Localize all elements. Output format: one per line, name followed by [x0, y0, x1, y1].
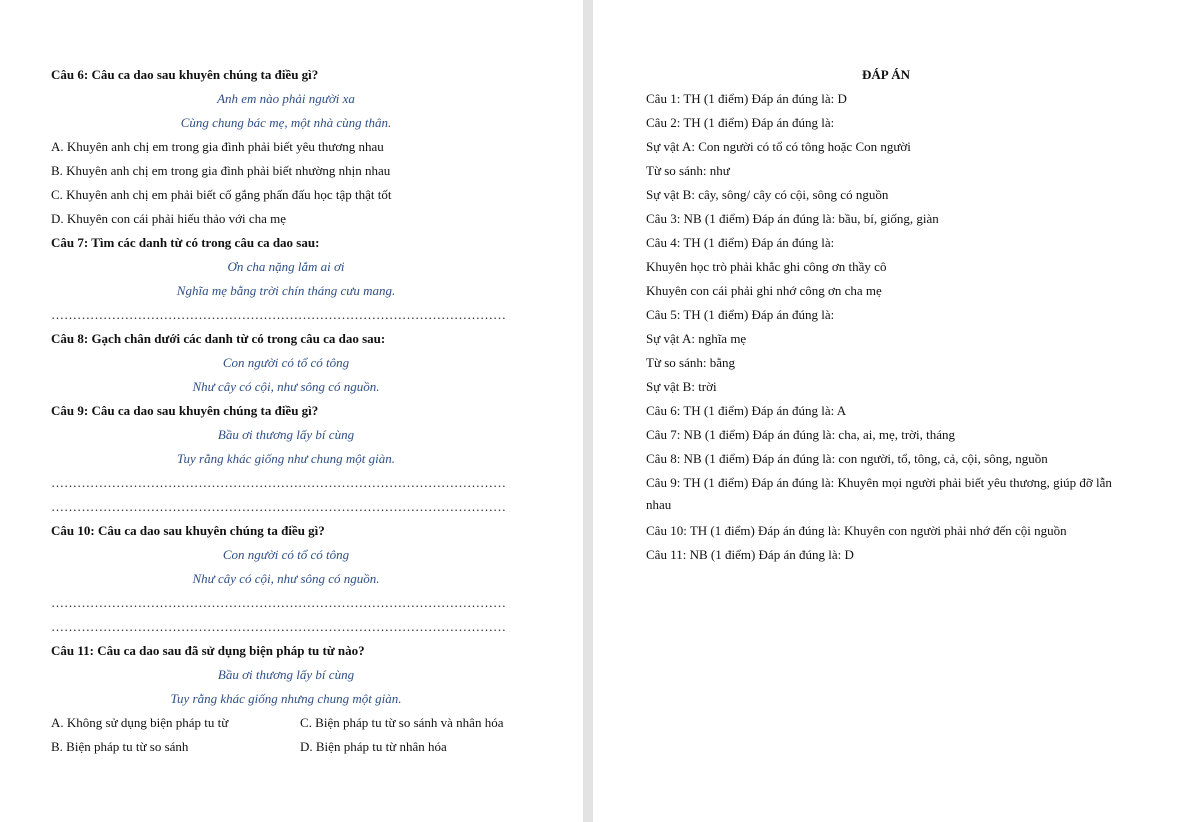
verse-line: Con người có tổ có tông — [222, 547, 350, 562]
verse-line: Bầu ơi thương lấy bí cùng — [217, 667, 355, 682]
answer-dotted-line: …………………………………………………………………………………………… — [51, 499, 506, 514]
question-7: Câu 7: Tìm các danh từ có trong câu ca dao sau: — [51, 235, 320, 250]
answer-line: Sự vật A: nghĩa mẹ — [646, 331, 747, 346]
answer-line: Sự vật B: trời — [646, 379, 717, 394]
answer-line: Câu 3: NB (1 điểm) Đáp án đúng là: bầu, bí, giống, giàn — [646, 211, 939, 226]
answer-key-section — [646, 66, 1126, 570]
verse-line: Cùng chung bác mẹ, một nhà cùng thân. — [180, 115, 392, 130]
answer-line: Khuyên con cái phải ghi nhớ công ơn cha mẹ — [646, 283, 882, 298]
question-10: Câu 10: Câu ca dao sau khuyên chúng ta điều gì? — [51, 523, 325, 538]
answer-line: Sự vật A: Con người có tổ có tông hoặc Con người — [646, 139, 911, 154]
answer-line: Câu 4: TH (1 điểm) Đáp án đúng là: — [646, 235, 835, 250]
answer-line: Câu 6: TH (1 điểm) Đáp án đúng là: A — [646, 403, 847, 418]
answer-key-title: ĐÁP ÁN — [861, 67, 911, 82]
answer-line: Câu 7: NB (1 điểm) Đáp án đúng là: cha, ai, mẹ, trời, tháng — [646, 427, 956, 442]
verse-line: Như cây có cội, như sông có nguồn. — [192, 379, 380, 394]
option-a: A. Khuyên anh chị em trong gia đình phải biết yêu thương nhau — [51, 139, 384, 154]
verse-line: Tuy rằng khác giống như chung một giàn. — [177, 451, 395, 466]
answer-line: Câu 11: NB (1 điểm) Đáp án đúng là: D — [646, 547, 854, 562]
question-11: Câu 11: Câu ca dao sau đã sử dụng biện pháp tu từ nào? — [51, 643, 365, 658]
page-right — [593, 0, 1177, 822]
options-row — [51, 738, 521, 762]
options-row — [51, 714, 521, 738]
option-a: A. Không sử dụng biện pháp tu từ — [51, 715, 229, 730]
answer-line: Câu 5: TH (1 điểm) Đáp án đúng là: — [646, 307, 835, 322]
question-9: Câu 9: Câu ca dao sau khuyên chúng ta điều gì? — [51, 403, 319, 418]
answer-line: Câu 9: TH (1 điểm) Đáp án đúng là: Khuyên mọi người phải biết yêu thương, giúp đỡ lẫn nhau — [646, 475, 1112, 512]
answer-dotted-line: …………………………………………………………………………………………… — [51, 619, 506, 634]
questions-section — [51, 66, 521, 762]
question-6: Câu 6: Câu ca dao sau khuyên chúng ta điều gì? — [51, 67, 319, 82]
question-8: Câu 8: Gạch chân dưới các danh từ có trong câu ca dao sau: — [51, 331, 386, 346]
answer-line: Sự vật B: cây, sông/ cây có cội, sông có nguồn — [646, 187, 889, 202]
verse-line: Nghĩa mẹ bằng trời chín tháng cưu mang. — [176, 283, 396, 298]
option-c: C. Biện pháp tu từ so sánh và nhân hóa — [300, 715, 504, 730]
answer-dotted-line: …………………………………………………………………………………………… — [51, 595, 506, 610]
answer-line: Câu 1: TH (1 điểm) Đáp án đúng là: D — [646, 91, 847, 106]
answer-line: Câu 10: TH (1 điểm) Đáp án đúng là: Khuyên con người phải nhớ đến cội nguồn — [646, 523, 1067, 538]
answer-line: Từ so sánh: bằng — [646, 355, 736, 370]
verse-line: Bầu ơi thương lấy bí cùng — [217, 427, 355, 442]
answer-line: Câu 8: NB (1 điểm) Đáp án đúng là: con người, tổ, tông, cả, cội, sông, nguồn — [646, 451, 1048, 466]
answer-line: Khuyên học trò phải khắc ghi công ơn thầy cô — [646, 259, 887, 274]
verse-line: Tuy rằng khác giống nhưng chung một giàn. — [170, 691, 402, 706]
option-c: C. Khuyên anh chị em phải biết cố gắng phấn đấu học tập thật tốt — [51, 187, 392, 202]
answer-dotted-line: …………………………………………………………………………………………… — [51, 307, 506, 322]
page-left — [0, 0, 583, 822]
verse-line: Anh em nào phải người xa — [217, 91, 355, 106]
verse-line: Ơn cha nặng lắm ai ơi — [227, 259, 345, 274]
option-d: D. Biện pháp tu từ nhân hóa — [300, 739, 447, 754]
option-d: D. Khuyên con cái phải hiếu thảo với cha mẹ — [51, 211, 287, 226]
verse-line: Như cây có cội, như sông có nguồn. — [192, 571, 380, 586]
answer-dotted-line: …………………………………………………………………………………………… — [51, 475, 506, 490]
answer-line: Câu 2: TH (1 điểm) Đáp án đúng là: — [646, 115, 835, 130]
option-b: B. Biện pháp tu từ so sánh — [51, 739, 189, 754]
answer-line: Từ so sánh: như — [646, 163, 730, 178]
verse-line: Con người có tổ có tông — [222, 355, 350, 370]
option-b: B. Khuyên anh chị em trong gia đình phải biết nhường nhịn nhau — [51, 163, 391, 178]
